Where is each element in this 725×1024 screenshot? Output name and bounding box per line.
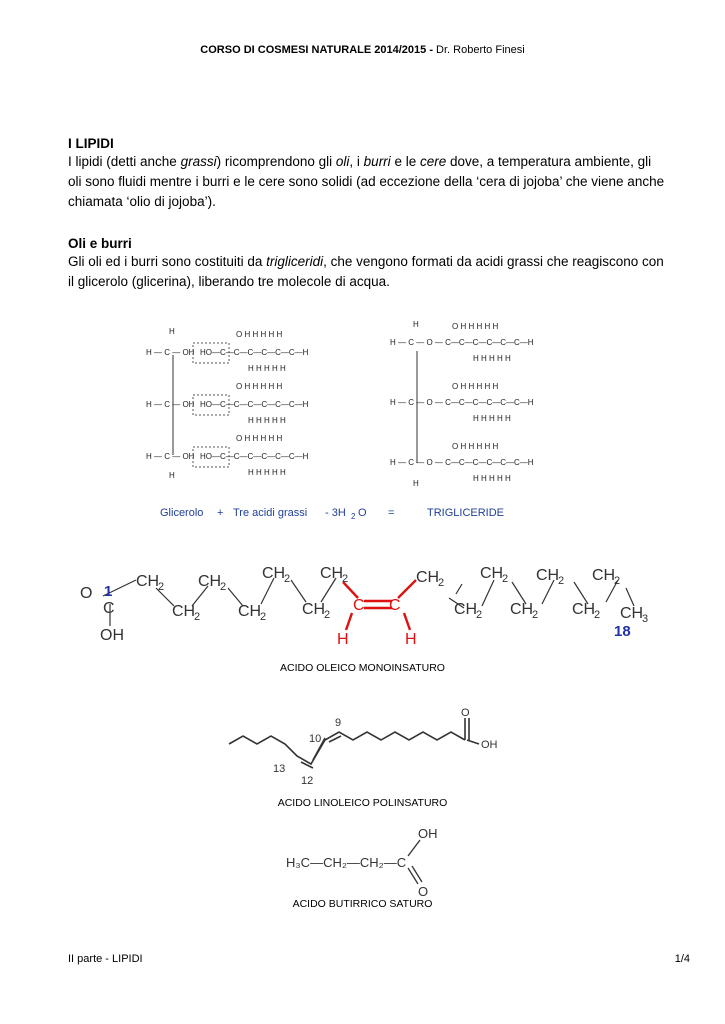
caption-oleic: ACIDO OLEICO MONOINSATURO [280,662,445,674]
svg-text:OH: OH [100,627,124,644]
svg-text:H: H [405,631,417,648]
svg-text:2: 2 [284,573,291,585]
page-header [0,44,725,56]
svg-text:H H H H H: H H H H H [473,354,511,363]
svg-text:3: 3 [642,613,649,625]
triglyceride-reaction-diagram [140,315,580,525]
svg-text:2: 2 [558,575,565,587]
svg-text:HO—C—C—C—C—C—C—H: HO—C—C—C—C—C—C—H [200,452,309,461]
svg-text:O H H H H H: O H H H H H [236,330,283,339]
svg-text:C: C [353,597,365,614]
author-name: Dr. Roberto Finesi [436,44,525,56]
carbon-18-label: 18 [614,623,631,640]
svg-text:O H H H H H: O H H H H H [236,382,283,391]
carbon-9-label: 9 [335,717,342,729]
svg-text:H H H H H: H H H H H [248,416,286,425]
butyric-formula: H₃C—CH₂—CH₂—C [286,855,407,870]
svg-text:2: 2 [194,611,201,623]
svg-text:H H H H H: H H H H H [473,474,511,483]
svg-text:CH: CH [510,601,534,618]
svg-text:CH: CH [536,567,560,584]
carbon-10-label: 10 [309,733,322,745]
svg-text:H — C — OH: H — C — OH [146,400,195,409]
linoleic-o: O [461,707,470,719]
svg-text:CH: CH [480,565,504,582]
svg-text:CH: CH [454,601,478,618]
butyric-acid-structure [280,822,450,897]
svg-text:O H H H H H: O H H H H H [236,434,283,443]
svg-text:H: H [169,327,175,336]
linoleic-acid-structure [225,700,515,795]
glycerol-acids-structure [146,327,309,480]
section-title-oli-burri: Oli e burri [68,236,132,251]
svg-text:2: 2 [614,575,621,587]
svg-text:CH: CH [416,569,440,586]
caption-butyric: ACIDO BUTIRRICO SATURO [292,898,433,910]
paragraph-oli-burri: Gli oli ed i burri sono costituiti da trigliceridi, che vengono formati da acidi grassi che reagiscono con il glicerolo (glicerina), liberando tre molecole di acqua. [68,254,664,289]
svg-text:CH: CH [198,573,222,590]
svg-text:CH: CH [172,603,196,620]
triglyceride-structure [390,320,534,488]
svg-text:C: C [389,597,401,614]
svg-text:H — C — O — C—C—C—C—C—C—H: H — C — O — C—C—C—C—C—C—H [390,338,534,347]
page-number: 1/4 [674,953,690,965]
water-label: - 3H [325,507,346,519]
svg-text:H — C — O — C—C—C—C—C—C—H: H — C — O — C—C—C—C—C—C—H [390,398,534,407]
svg-text:HO—C—C—C—C—C—C—H: HO—C—C—C—C—C—C—H [200,348,309,357]
glicerolo-label: Glicerolo [160,507,204,519]
course-title: CORSO DI COSMESI NATURALE 2014/2015 - [200,44,433,56]
svg-text:CH: CH [620,605,644,622]
carbon-1-label: 1 [104,583,113,600]
carbon-13-label: 13 [273,763,286,775]
svg-text:O: O [80,585,93,602]
svg-text:2: 2 [324,609,331,621]
svg-text:2: 2 [158,581,165,593]
svg-text:2: 2 [502,573,509,585]
oleic-acid-structure [78,558,658,653]
svg-text:2: 2 [532,609,539,621]
svg-text:H H H H H: H H H H H [248,468,286,477]
svg-text:O H H H H H: O H H H H H [452,442,499,451]
svg-text:H: H [413,479,419,488]
svg-text:CH: CH [572,601,596,618]
butyric-o: O [418,884,429,897]
svg-text:2: 2 [438,577,445,589]
svg-text:H H H H H: H H H H H [473,414,511,423]
svg-text:O H H H H H: O H H H H H [452,382,499,391]
svg-text:CH: CH [238,603,262,620]
footer-left: II parte - LIPIDI [68,953,143,965]
svg-text:H H H H H: H H H H H [248,364,286,373]
svg-text:H — C — OH: H — C — OH [146,348,195,357]
equals-sign: = [388,507,395,519]
carbon-12-label: 12 [301,775,314,787]
svg-text:CH: CH [302,601,326,618]
svg-text:2: 2 [342,573,349,585]
svg-text:CH: CH [320,565,344,582]
svg-text:H — C — OH: H — C — OH [146,452,195,461]
trigliceride-label: TRIGLICERIDE [427,507,505,519]
svg-text:HO—C—C—C—C—C—C—H: HO—C—C—C—C—C—C—H [200,400,309,409]
svg-text:CH: CH [592,567,616,584]
svg-text:H: H [413,320,419,329]
paragraph-lipidi: I lipidi (detti anche grassi) ricomprendono gli oli, i burri e le cere dove, a temperatura ambiente, gli oli sono fluidi mentre i burri e le cere sono solidi (ad eccezione della ‘cera di jojoba’ che viene anche chiamata ‘olio di jojoba’). [68,154,665,209]
svg-text:H: H [169,471,175,480]
svg-text:H — C — O — C—C—C—C—C—C—H: H — C — O — C—C—C—C—C—C—H [390,458,534,467]
linoleic-oh: OH [481,739,498,751]
svg-text:2: 2 [260,611,267,623]
caption-linoleic: ACIDO LINOLEICO POLINSATURO [277,797,448,809]
svg-text:CH: CH [262,565,286,582]
svg-text:2: 2 [476,609,483,621]
svg-text:C: C [103,600,115,617]
svg-text:O H H H H H: O H H H H H [452,322,499,331]
svg-text:CH: CH [136,573,160,590]
svg-text:H: H [337,631,349,648]
reaction-label [160,507,504,521]
svg-text:2: 2 [220,581,227,593]
butyric-oh: OH [418,826,438,841]
section-title-lipidi: I LIPIDI [68,136,114,151]
svg-text:2: 2 [594,609,601,621]
plus-sign: + [217,507,224,519]
svg-text:O: O [358,507,367,519]
svg-text:2: 2 [351,512,356,521]
tre-acidi-label: Tre acidi grassi [233,507,308,519]
